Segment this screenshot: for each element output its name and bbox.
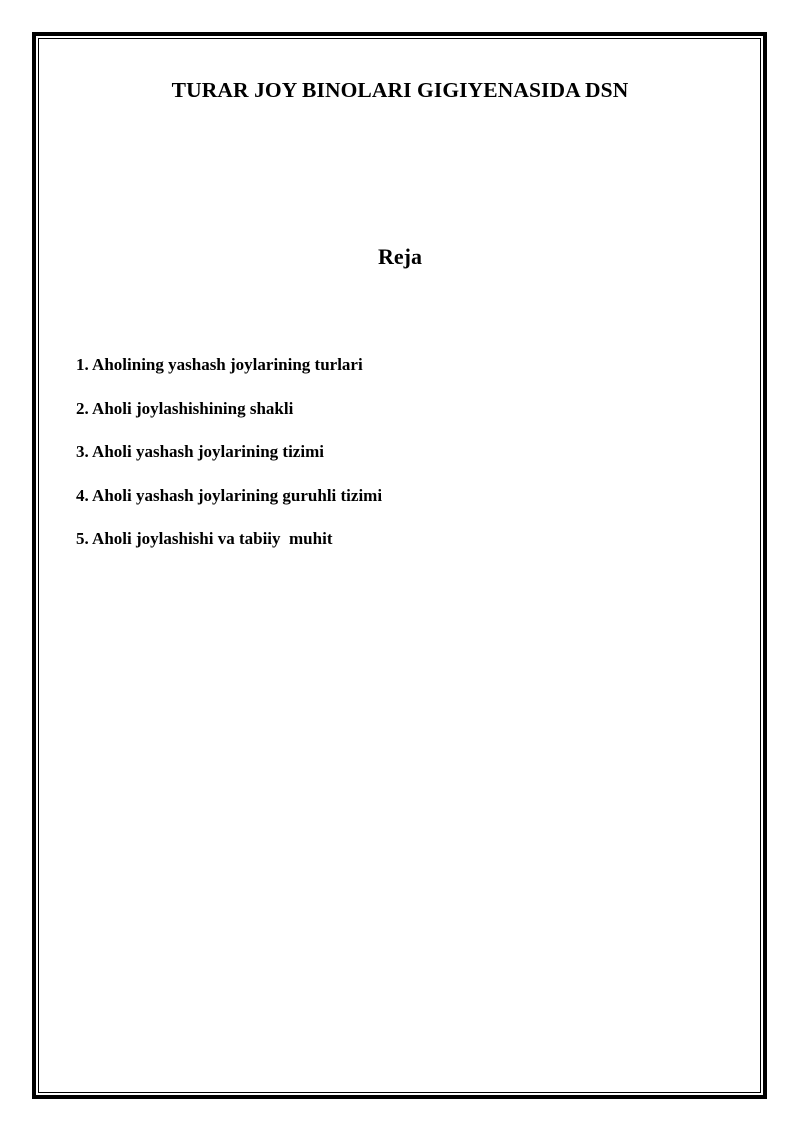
plan-item-3: 3. Aholi yashash joylarining tizimi (76, 442, 324, 461)
document-title: TURAR JOY BINOLARI GIGIYENASIDA DSN (171, 78, 629, 102)
plan-list (76, 354, 382, 572)
plan-item-5: 5. Aholi joylashishi va tabiiy muhit (76, 529, 333, 548)
plan-item-1: 1. Aholining yashash joylarining turlari (76, 355, 363, 374)
plan-heading: Reja (378, 244, 422, 269)
plan-item-2: 2. Aholi joylashishining shakli (76, 398, 294, 418)
plan-item-4: 4. Aholi yashash joylarining guruhli tizimi (76, 485, 383, 505)
